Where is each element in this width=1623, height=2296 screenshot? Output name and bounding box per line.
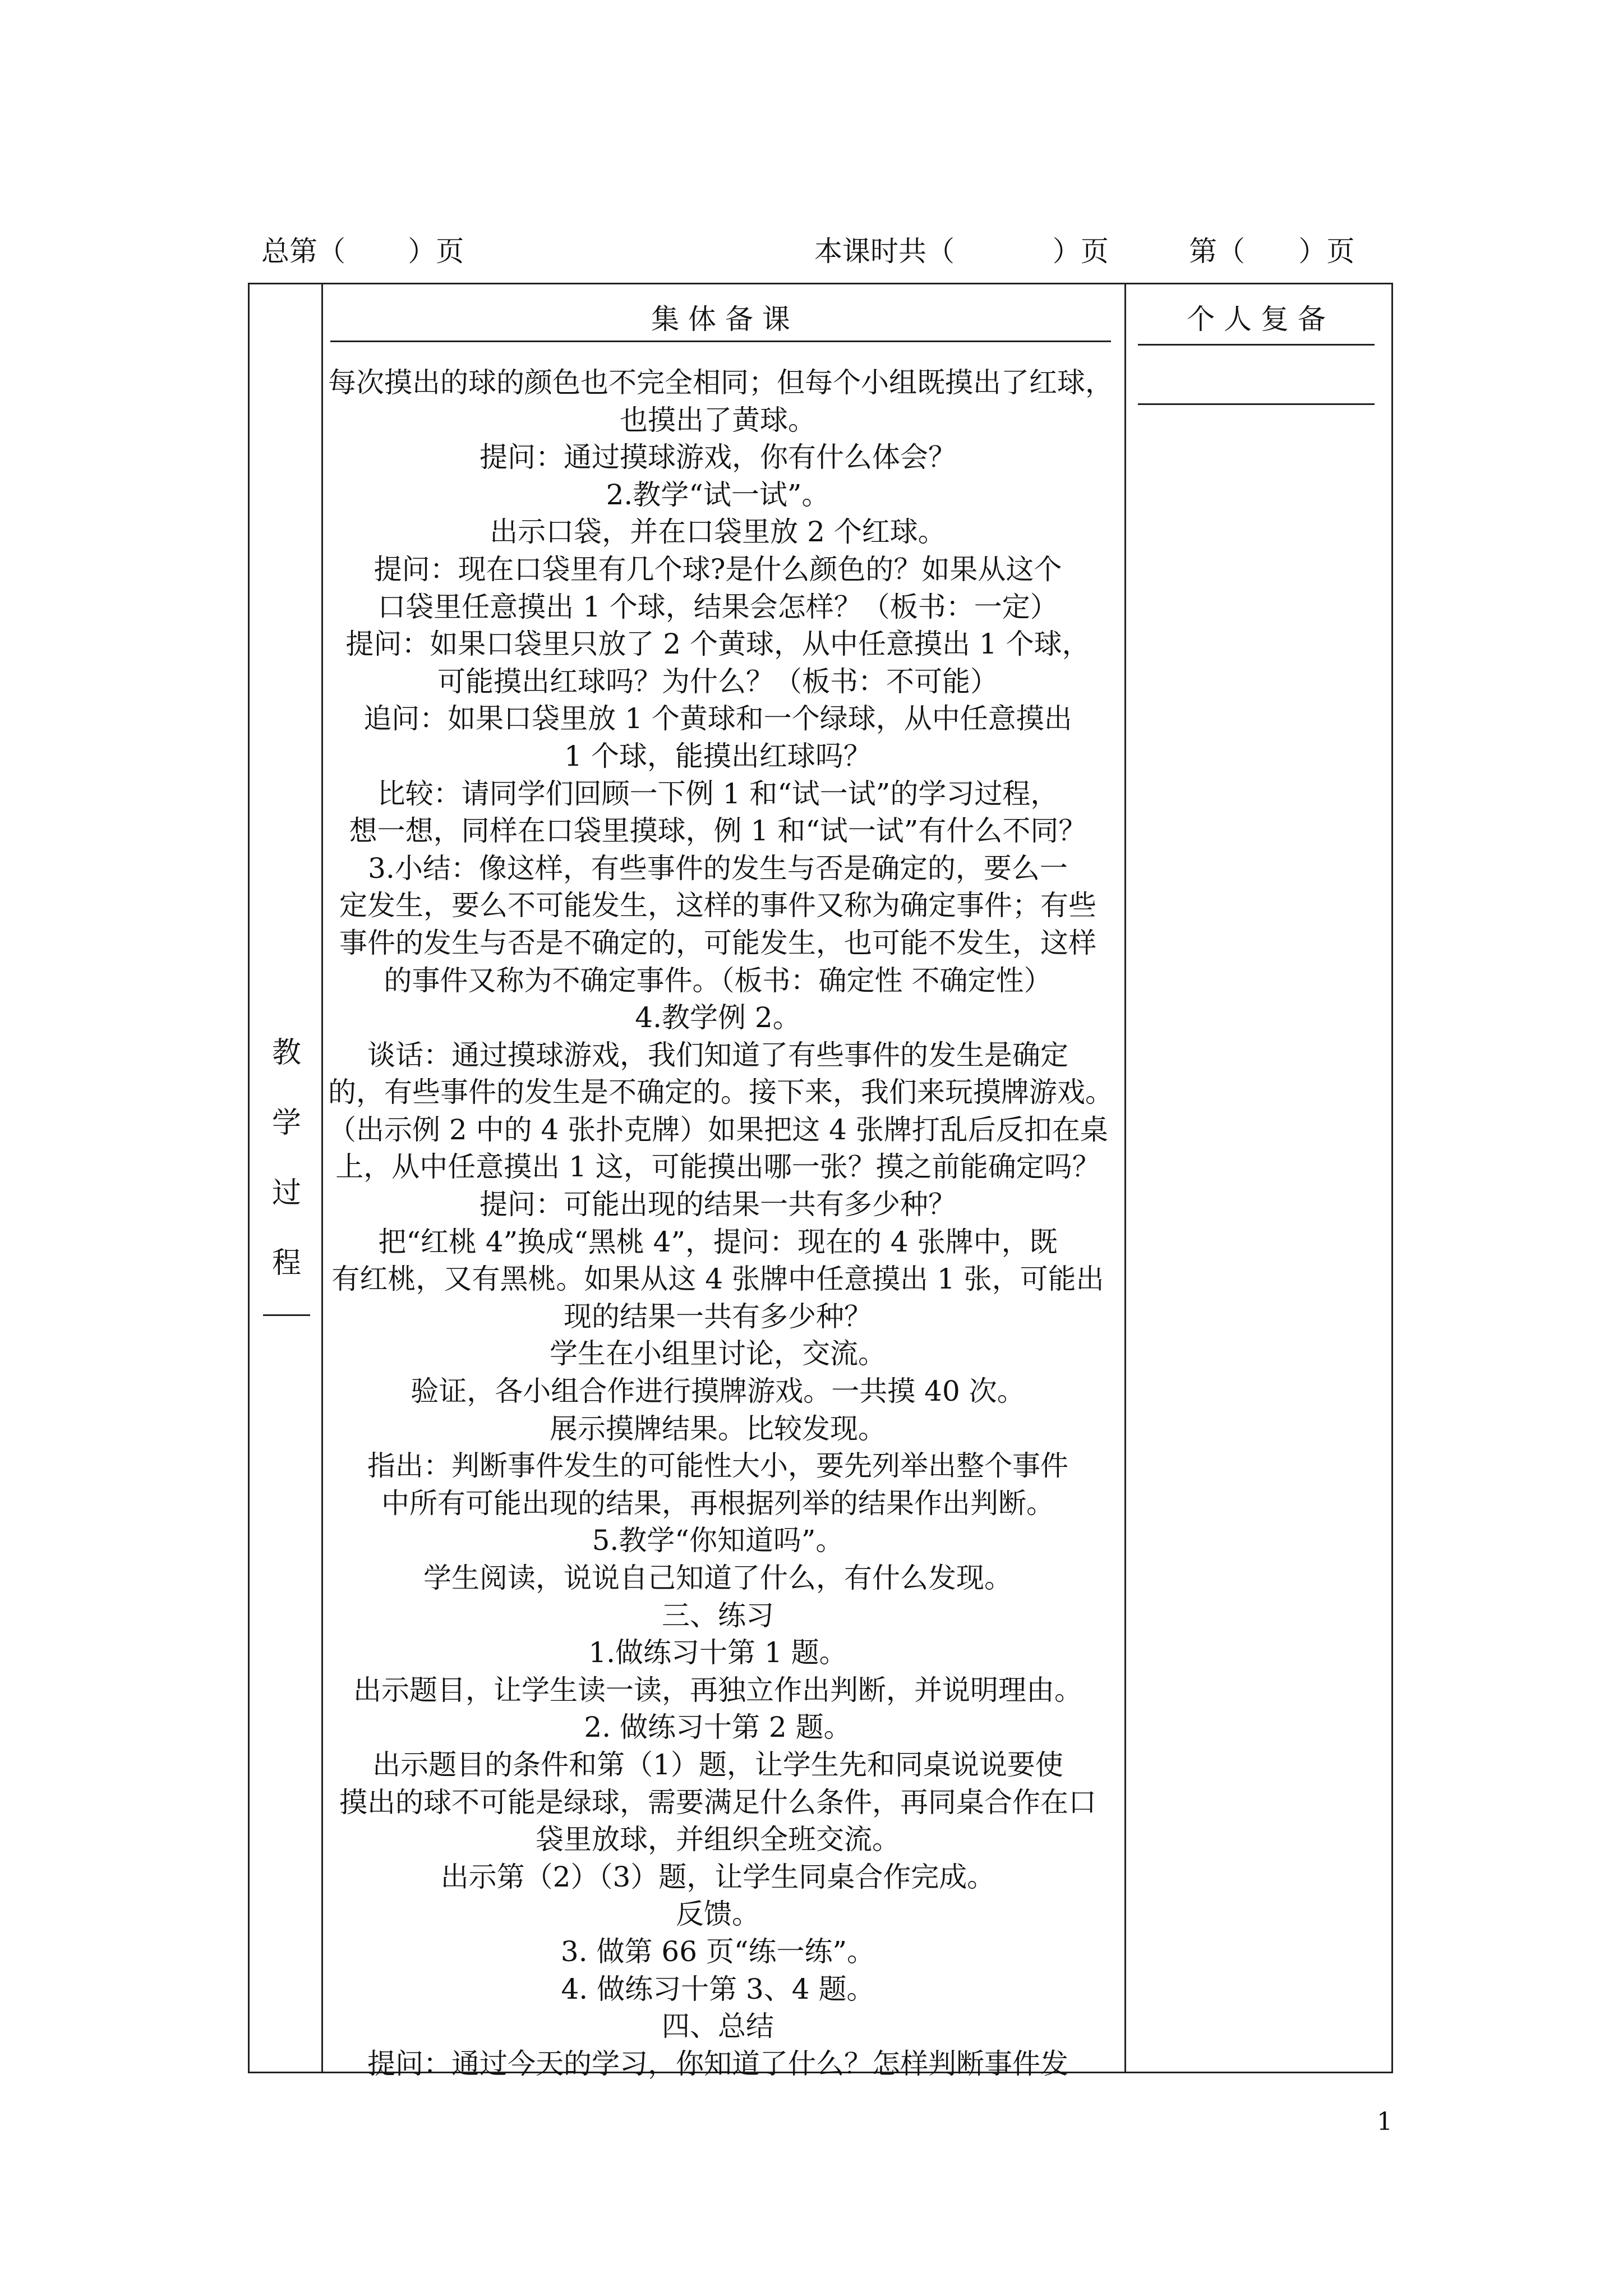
content-line: 1.做练习十第 1 题。 [588,1636,847,1669]
content-line: 三、练习 [662,1599,774,1632]
side-label-char: 过 [271,1176,301,1210]
content-line: 出示口袋，并在口袋里放 2 个红球。 [490,516,946,549]
content-line: 1 个球，能摸出红球吗？ [564,739,872,772]
content-line: 谈话：通过摸球游戏，我们知道了有些事件的发生是确定 [367,1038,1068,1071]
content-line: 中所有可能出现的结果，再根据列举的结果作出判断。 [381,1487,1054,1520]
content-line: 4. 做练习十第 3、4 题。 [561,1972,875,2005]
content-line: （出示例 2 中的 4 张扑克牌）如果把这 4 张牌打乱后反扣在桌 [328,1113,1108,1146]
content-line: 想一想，同样在口袋里摸球，例 1 和“试一试”有什么不同？ [349,815,1087,848]
content-line: 可能摸出红球吗？为什么？（板书：不可能） [437,665,998,698]
content-line: 提问：通过摸球游戏，你有什么体会？ [479,441,956,474]
content-line: 出示题目的条件和第（1）题，让学生先和同桌说说要使 [372,1748,1063,1781]
content-line: 比较：请同学们回顾一下例 1 和“试一试”的学习过程， [377,777,1059,810]
content-line: 学生在小组里讨论，交流。 [550,1337,886,1370]
content-line: 每次摸出的球的颜色也不完全相同；但每个小组既摸出了红球， [328,366,1113,399]
content-line: 有红桃，又有黑桃。如果从这 4 张牌中任意摸出 1 张，可能出 [331,1263,1104,1296]
content-line: 的，有些事件的发生是不确定的。接下来，我们来玩摸牌游戏。 [328,1076,1113,1109]
content-line: 四、总结 [662,2010,774,2043]
group-prep-title-underline [330,341,1111,342]
content-line: 口袋里任意摸出 1 个球，结果会怎样？（板书：一定） [377,590,1058,623]
lesson-content [328,364,1113,2082]
header-lesson-pages: 本课时共（ ）页 [814,235,1109,268]
content-line: 反馈。 [676,1898,760,1931]
content-line: 2. 做练习十第 2 题。 [584,1711,852,1744]
side-label-char: 教 [271,1036,301,1070]
content-line: 事件的发生与否是不确定的，可能发生，也可能不发生，这样 [339,926,1096,959]
content-line: 出示题目，让学生读一读，再独立作出判断，并说明理由。 [353,1673,1082,1706]
content-line: 2.教学“试一试”。 [606,478,830,511]
content-line: 4.教学例 2。 [635,1001,801,1034]
content-line: 学生阅读，说说自己知道了什么，有什么发现。 [423,1562,1012,1594]
side-label-char: 程 [271,1246,301,1280]
side-label-char: 学 [271,1106,301,1140]
content-line: 3.小结：像这样，有些事件的发生与否是确定的，要么一 [368,852,1068,885]
content-line: 也摸出了黄球。 [620,403,816,436]
content-line: 展示摸牌结果。比较发现。 [550,1412,886,1445]
content-line: 验证，各小组合作进行摸牌游戏。一共摸 40 次。 [411,1375,1025,1408]
content-line: 摸出的球不可能是绿球，需要满足什么条件，再同桌合作在口 [339,1786,1096,1819]
content-line: 追问：如果口袋里放 1 个黄球和一个绿球，从中任意摸出 [363,702,1072,735]
content-line: 现的结果一共有多少种？ [564,1300,872,1333]
content-line: 出示第（2）（3）题，让学生同桌合作完成。 [440,1860,995,1893]
personal-review-underline [1138,344,1375,346]
personal-review-title: 个 人 复 备 [1187,303,1326,335]
content-line: 的事件又称为不确定事件。（板书：确定性 不确定性） [384,964,1052,997]
content-line: 提问：通过今天的学习，你知道了什么？怎样判断事件发 [367,2047,1068,2080]
content-line: 5.教学“你知道吗”。 [592,1524,844,1557]
content-line: 3. 做第 66 页“练一练”。 [560,1935,875,1968]
content-line: 提问：现在口袋里有几个球?是什么颜色的？如果从这个 [374,553,1062,586]
header-total-page: 总第（ ）页 [261,235,464,268]
content-line: 把“红桃 4”换成“黑桃 4”，提问：现在的 4 张牌中，既 [378,1225,1058,1258]
teaching-process-label [250,1036,324,1317]
header-current-page: 第（ ）页 [1189,235,1355,268]
column-divider-right [1124,284,1126,2072]
side-label-underline [263,1314,310,1316]
content-line: 指出：判断事件发生的可能性大小，要先列举出整个事件 [367,1450,1068,1483]
personal-review-line [1138,403,1375,405]
content-line: 提问：如果口袋里只放了 2 个黄球，从中任意摸出 1 个球， [345,628,1090,661]
lesson-plan-table [248,283,1393,2080]
content-line: 定发生，要么不可能发生，这样的事件又称为确定事件；有些 [339,889,1096,922]
content-line: 上，从中任意摸出 1 这，可能摸出哪一张？摸之前能确定吗？ [335,1151,1100,1184]
page-number: 1 [1377,2108,1393,2136]
content-line: 提问：可能出现的结果一共有多少种？ [479,1188,956,1221]
group-prep-title: 集 体 备 课 [651,303,790,335]
content-line: 袋里放球，并组织全班交流。 [536,1823,900,1856]
